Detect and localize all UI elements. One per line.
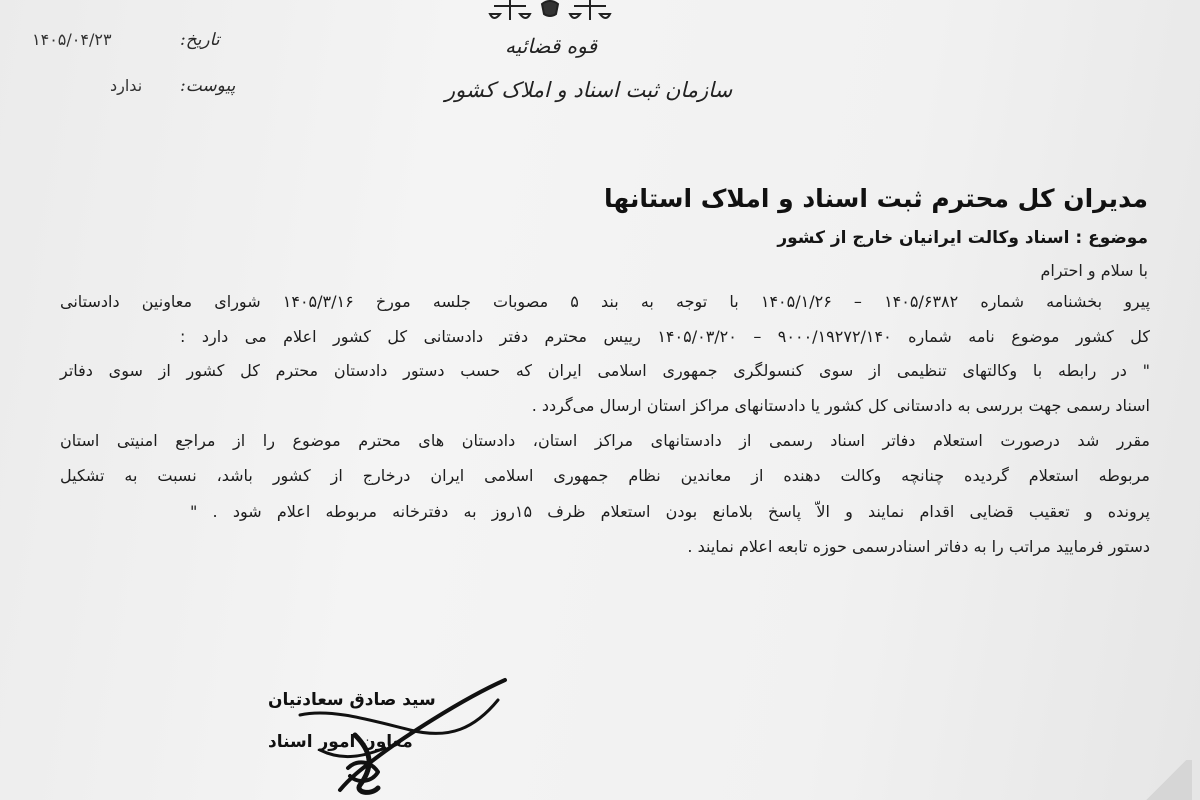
- addressee-title: مدیران کل محترم ثبت اسناد و املاک استانها: [604, 184, 1148, 213]
- subject-line: موضوع : اسناد وکالت ایرانیان خارج از کشور: [777, 228, 1148, 248]
- date-label: تاریخ:: [180, 30, 220, 50]
- signatory-name: سید صادق سعادتیان: [268, 690, 436, 710]
- signatory-title: معاون امور اسناد: [268, 732, 413, 752]
- body-line: دستور فرمایید مراتب را به دفاتر اسنادرسمی حوزه تابعه اعلام نمایند .: [687, 537, 1150, 556]
- page-fold: [1140, 760, 1192, 800]
- body-line: اسناد رسمی جهت بررسی به دادستانی کل کشور یا دادستانهای مراکز استان ارسال می‌گردد .: [531, 396, 1150, 415]
- greeting: با سلام و احترام: [1040, 261, 1148, 280]
- judiciary-scales-emblem-icon: [480, 0, 620, 30]
- attachment-label: پیوست:: [180, 76, 236, 96]
- handwritten-signature-icon: [260, 660, 520, 800]
- attachment-value: ندارد: [110, 76, 143, 95]
- body-line: " در رابطه با وکالتهای تنظیمی از سوی کنسولگری جمهوری اسلامی ایران که حسب دستور دادستان محترم کل کشور از سوی دفاتر: [60, 361, 1150, 380]
- body-line: پرونده و تعقیب قضایی اقدام نمایند و الاّ پاسخ بلامانع بودن استعلام ظرف ۱۵روز به دفترخانه مربوطه اعلام شود . ": [190, 502, 1151, 521]
- org-line-registry: سازمان ثبت اسناد و املاک کشور: [445, 78, 733, 102]
- body-line: مربوطه استعلام گردیده چنانچه وکالت دهنده از معاندین نظام جمهوری اسلامی ایران درخارج از کشور باشد، نسبت به تشکیل: [60, 466, 1150, 485]
- date-value: ۱۴۰۵/۰۴/۲۳: [32, 30, 112, 49]
- org-line-judiciary: قوه قضائیه: [505, 34, 598, 58]
- body-line: کل کشور موضوع نامه شماره ۹۰۰۰/۱۹۲۷۲/۱۴۰ – ۱۴۰۵/۰۳/۲۰ رییس محترم دفتر دادستانی کل کشور اعلام می دارد :: [180, 327, 1150, 346]
- body-line: پیرو بخشنامه شماره ۱۴۰۵/۶۳۸۲ – ۱۴۰۵/۱/۲۶ با توجه به بند ۵ مصوبات جلسه مورخ ۱۴۰۵/۳/۱۶ شورای معاونین دادستانی: [60, 292, 1151, 311]
- body-line: مقرر شد درصورت استعلام دفاتر اسناد رسمی از دادستانهای مراکز استان، دادستان های محترم موضوع را از مراجع امنیتی استان: [60, 431, 1150, 450]
